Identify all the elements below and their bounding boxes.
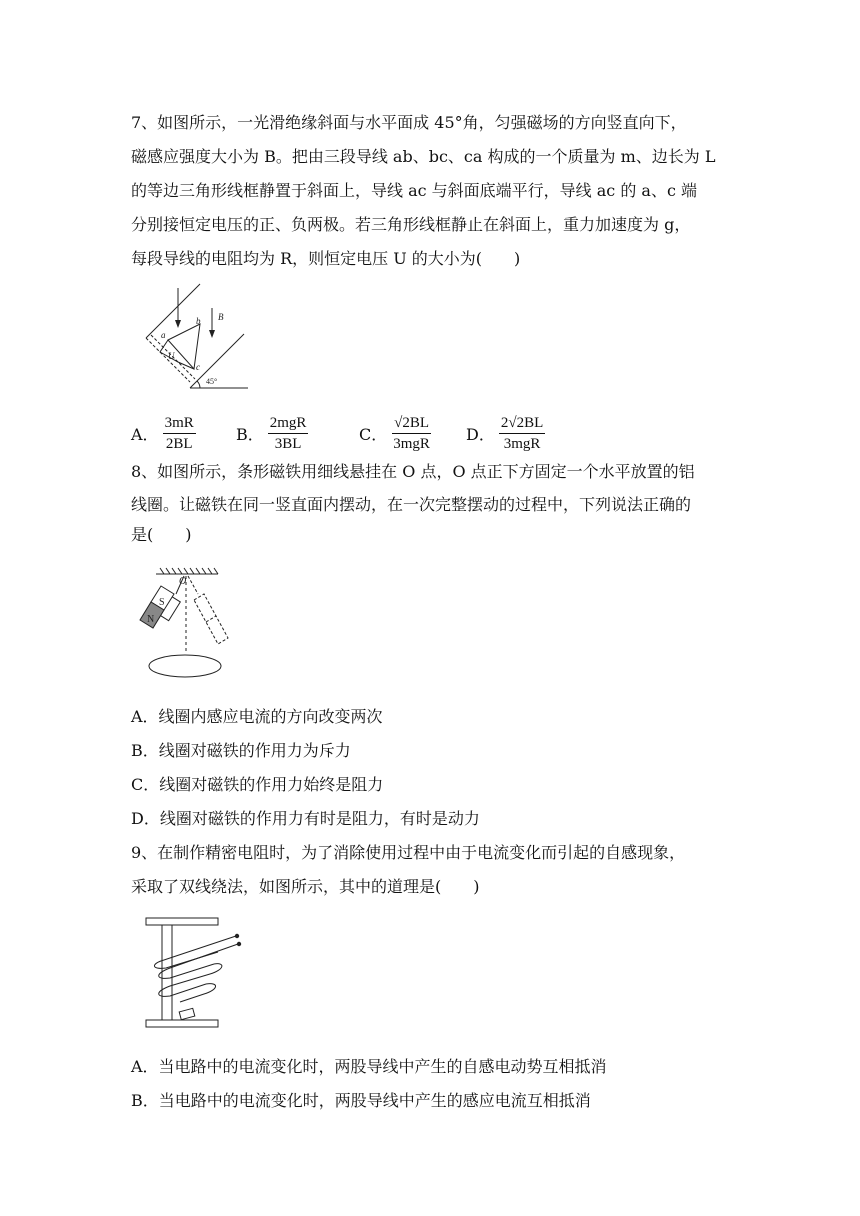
numerator [499,414,545,434]
q8-magnet-figure [128,566,240,680]
fraction [268,414,309,453]
numerator: 3mR [163,414,196,434]
label-b: b [196,316,201,326]
q7-line-3: 的等边三角形线框静置于斜面上，导线 ac 与斜面底端平行，导线 ac 的 a、c 端 [131,181,698,200]
numerator-rest: BL [409,414,430,431]
terminal-1 [235,934,239,938]
angle-label: 45° [206,377,218,386]
denominator: 2BL [165,435,193,452]
q9-coil-figure [140,914,250,1034]
q7-line-2: 磁感应强度大小为 B。把由三段导线 ab、bc、ca 构成的一个质量为 m、边长为 L [131,147,716,166]
numerator: 2mgR [268,414,309,434]
label-a: a [161,330,166,340]
q8-option-b[interactable]: B．线圈对磁铁的作用力为斥力 [131,741,351,760]
option-letter: B． [236,424,264,444]
q7-option-c[interactable] [359,408,432,458]
q9-line-2: 采取了双线绕法，如图所示，其中的道理是( ) [131,877,480,896]
fraction [499,414,545,453]
q9-option-b[interactable]: B．当电路中的电流变化时，两股导线中产生的感应电流互相抵消 [131,1091,591,1110]
denominator: 3BL [274,435,302,452]
label-B: B [218,312,224,322]
sqrt-symbol: √ [394,414,403,431]
q7-incline-figure [138,282,254,394]
coefficient: 2 [500,414,509,431]
label-S: S [159,597,165,608]
q8-line-2: 线圈。让磁铁在同一竖直面内摆动，在一次完整摆动的过程中，下列说法正确的 [131,495,692,514]
label-N: N [147,614,155,625]
q9-line-1: 9、在制作精密电阻时，为了消除使用过程中由于电流变化而引起的自感现象， [131,843,686,862]
option-letter: C． [359,424,388,444]
fraction [163,414,196,453]
label-U: U [168,351,175,361]
numerator-rest: BL [524,414,544,431]
label-c: c [196,362,200,372]
q8-line-1: 8、如图所示，条形磁铁用细线悬挂在 O 点，O 点正下方固定一个水平放置的铝 [131,462,695,481]
radicand: 2 [516,414,525,431]
q8-option-d[interactable]: D．线圈对磁铁的作用力有时是阻力，有时是动力 [131,809,480,828]
q9-option-a[interactable]: A．当电路中的电流变化时，两股导线中产生的自感电动势互相抵消 [131,1057,607,1076]
sqrt-symbol: √ [508,414,517,431]
denominator: 3mgR [503,435,541,452]
fraction [391,414,432,453]
q8-option-c[interactable]: C．线圈对磁铁的作用力始终是阻力 [131,775,384,794]
q7-option-d[interactable] [466,408,545,458]
q7-line-1: 7、如图所示，一光滑绝缘斜面与水平面成 45°角，匀强磁场的方向竖直向下， [131,113,687,132]
terminal-2 [237,942,241,946]
q7-line-5: 每段导线的电阻均为 R，则恒定电压 U 的大小为( ) [131,249,521,268]
q7-options [131,408,731,458]
q7-line-4: 分别接恒定电压的正、负两极。若三角形线框静止在斜面上，重力加速度为 g， [131,215,691,234]
q7-option-b[interactable] [236,408,308,458]
label-O: O [179,576,187,587]
denominator: 3mgR [393,435,430,452]
numerator [392,414,431,434]
q7-option-a[interactable] [131,408,196,458]
radicand: 2 [402,414,410,431]
q8-line-3: 是( ) [131,525,192,544]
q8-option-a[interactable]: A．线圈内感应电流的方向改变两次 [131,707,383,726]
option-letter: A． [131,424,159,444]
option-letter: D． [466,424,495,444]
